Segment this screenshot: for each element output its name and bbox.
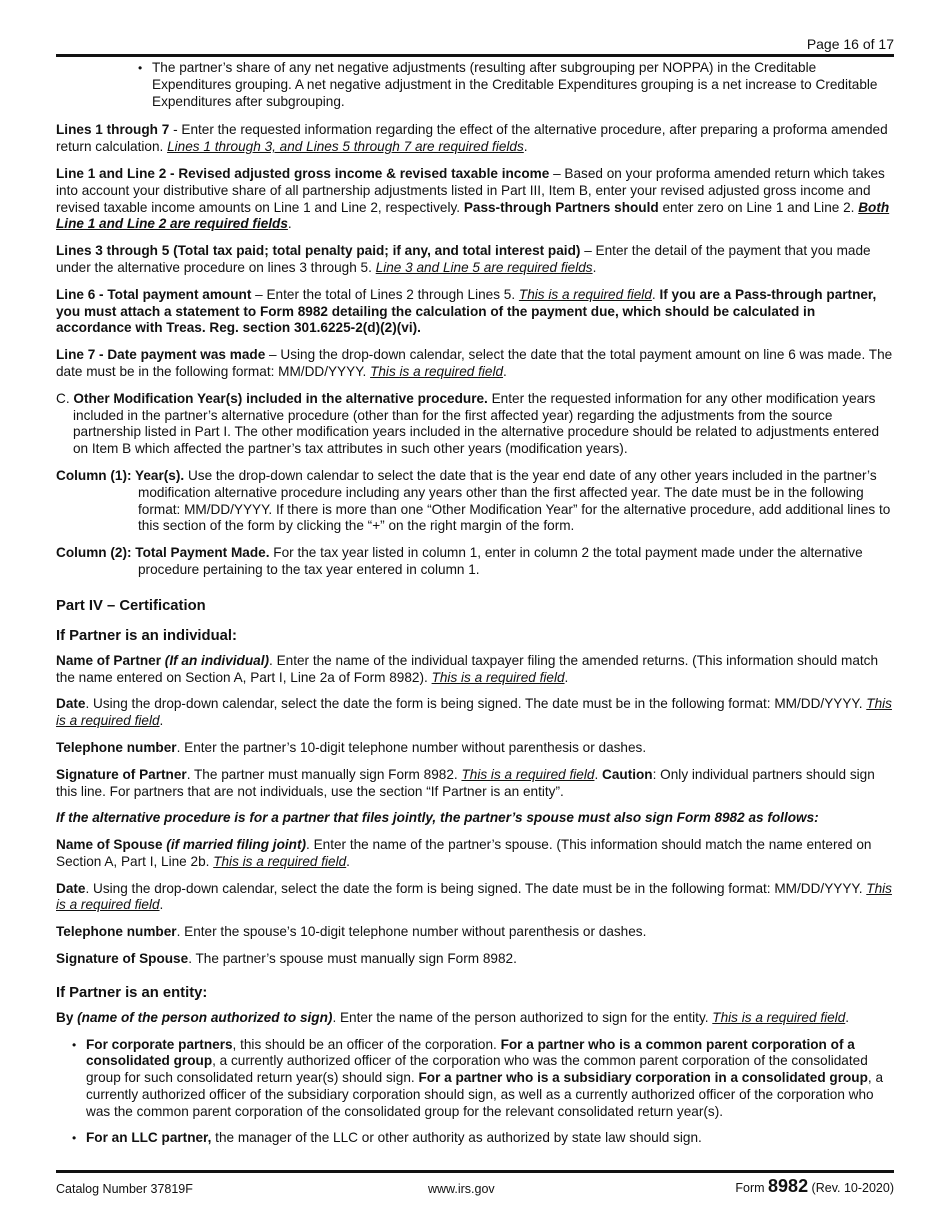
paragraph-column-2: Column (2): Total Payment Made. For the tax year listed in column 1, enter in column 2 the total payment made under the alternative procedure pertaining to the tax year entered in column 1. xyxy=(56,545,863,577)
paragraph-date-spouse: Date. Using the drop-down calendar, select the date the form is being signed. The date must be in the following format: MM/DD/YYYY. This is a required field. xyxy=(56,880,892,913)
paragraph-signature-partner: Signature of Partner. The partner must manually sign Form 8982. This is a required field. Caution: Only individual partners should sign this line. For partners that are not individuals, use the section “If Partner is an entity”. xyxy=(56,766,875,799)
catalog-number: Catalog Number 37819F xyxy=(56,1182,193,1196)
individual-subheading: If Partner is an individual: xyxy=(56,627,237,644)
bottom-rule xyxy=(56,1170,894,1173)
bullet-icon: • xyxy=(72,1037,77,1052)
part-iv-heading: Part IV – Certification xyxy=(56,597,206,614)
bullet-text: The partner’s share of any net negative adjustments (resulting after subgrouping per NOPPA) in the Creditable Expenditures grouping. A net negative adjustment in the Creditable Expenditures grouping is a net increase to Creditable Expenditures after subgrouping. xyxy=(152,60,878,109)
entity-subheading: If Partner is an entity: xyxy=(56,984,208,1001)
bullet-icon: • xyxy=(138,61,143,75)
paragraph-telephone-partner: Telephone number. Enter the partner’s 10-digit telephone number without parenthesis or dashes. xyxy=(56,739,647,755)
paragraph-column-1: Column (1): Year(s). Use the drop-down calendar to select the date that is the year end date of any other years included in the partner’s modification alternative procedure including any years other than the first affected year. The date must be in the following format: MM/DD/YYYY. If there is more than one “Other Modification Year” for the alternative procedure, add additional lines to this section of the form by clicking the “+” on the right margin of the form. xyxy=(56,467,891,534)
form-identifier: Form 8982 (Rev. 10-2020) xyxy=(735,1176,894,1196)
instructions-body xyxy=(56,58,894,1155)
paragraph-name-of-spouse: Name of Spouse (if married filing joint). Enter the name of the partner’s spouse. (This information should match the name entered on Section A, Part I, Line 2b. This is a required field. xyxy=(56,837,872,869)
paragraph-lines-1-7: Lines 1 through 7 - Enter the requested information regarding the effect of the alternative procedure, after preparing a proforma amended return calculation. Lines 1 through 3, and Lines 5 through 7 are required fields. xyxy=(56,122,888,155)
bullet-icon: • xyxy=(72,1130,77,1145)
website-link[interactable]: www.irs.gov xyxy=(428,1182,495,1196)
paragraph-item-c: C. Other Modification Year(s) included in the alternative procedure. Enter the requested information for any other modification years included in the partner’s alternative procedure (other than for the first affected year) regarding the adjustments from the source partnership listed in Part I. The other modification years included in the alternative procedure should be related to adjustments entered on Item B which affected the partner’s tax attributes in such other years (modification years). xyxy=(56,390,880,457)
paragraph-lines-3-5: Lines 3 through 5 (Total tax paid; total penalty paid; if any, and total interest paid) – Enter the detail of the payment that you made under the alternative procedure on lines 3 through 5. Line 3 and Line 5 are required fields. xyxy=(56,243,871,275)
top-rule xyxy=(56,54,894,57)
list-item xyxy=(72,1037,894,1121)
paragraph-line-6: Line 6 - Total payment amount – Enter the total of Lines 2 through Lines 5. This is a required field. If you are a Pass-through partner, you must attach a statement to Form 8982 detailing the calculation of the payment due, which should be calculated in accordance with Treas. Reg. section 301.6225-2(d)(2)(vi). xyxy=(56,286,877,336)
paragraph-signature-spouse: Signature of Spouse. The partner’s spouse must manually sign Form 8982. xyxy=(56,951,517,967)
bullet-text: For an LLC partner, the manager of the LLC or other authority as authorized by state law should sign. xyxy=(86,1129,702,1145)
paragraph-by: By (name of the person authorized to sign). Enter the name of the person authorized to sign for the entity. This is a required field. xyxy=(56,1009,850,1025)
paragraph-name-of-partner: Name of Partner (If an individual). Enter the name of the individual taxpayer filing the amended returns. (This information should match the name entered on Section A, Part I, Line 2a of Form 8982). This is a required field. xyxy=(56,652,879,685)
list-item xyxy=(138,60,894,110)
paragraph-line-1-2: Line 1 and Line 2 - Revised adjusted gross income & revised taxable income – Based on your proforma amended return which takes into account your distributive share of all partnership adjustments listed in Part III, Item B, enter your revised adjusted gross income and revised taxable income amounts on Line 1 and Line 2, respectively. Pass-through Partners should enter zero on Line 1 and Line 2. Both Line 1 and Line 2 are required fields. xyxy=(56,165,890,232)
paragraph-line-7: Line 7 - Date payment was made – Using the drop-down calendar, select the date that the total payment amount on line 6 was made. The date must be in the following format: MM/DD/YYYY. This is a required field. xyxy=(56,347,893,379)
paragraph-telephone-spouse: Telephone number. Enter the spouse’s 10-digit telephone number without parenthesis or dashes. xyxy=(56,924,647,940)
page-number: Page 16 of 17 xyxy=(806,36,894,52)
paragraph-date-partner: Date. Using the drop-down calendar, select the date the form is being signed. The date must be in the following format: MM/DD/YYYY. This is a required field. xyxy=(56,696,892,729)
joint-filing-note: If the alternative procedure is for a partner that files jointly, the partner’s spouse must also sign Form 8982 as follows: xyxy=(56,810,819,826)
list-item xyxy=(72,1130,894,1147)
bullet-text: For corporate partners, this should be an officer of the corporation. For a partner who is a common parent corporation of a consolidated group, a currently authorized officer of the corporation who was the common parent corporation of the consolidated group for such consolidated return year(s) should sign. For a partner who is a subsidiary corporation in a consolidated group, a currently authorized officer of the subsidiary corporation should sign, as well as a currently authorized officer of the corporation who was the common parent corporation of the consolidated group for the relevant consolidated return year(s). xyxy=(86,1036,884,1119)
